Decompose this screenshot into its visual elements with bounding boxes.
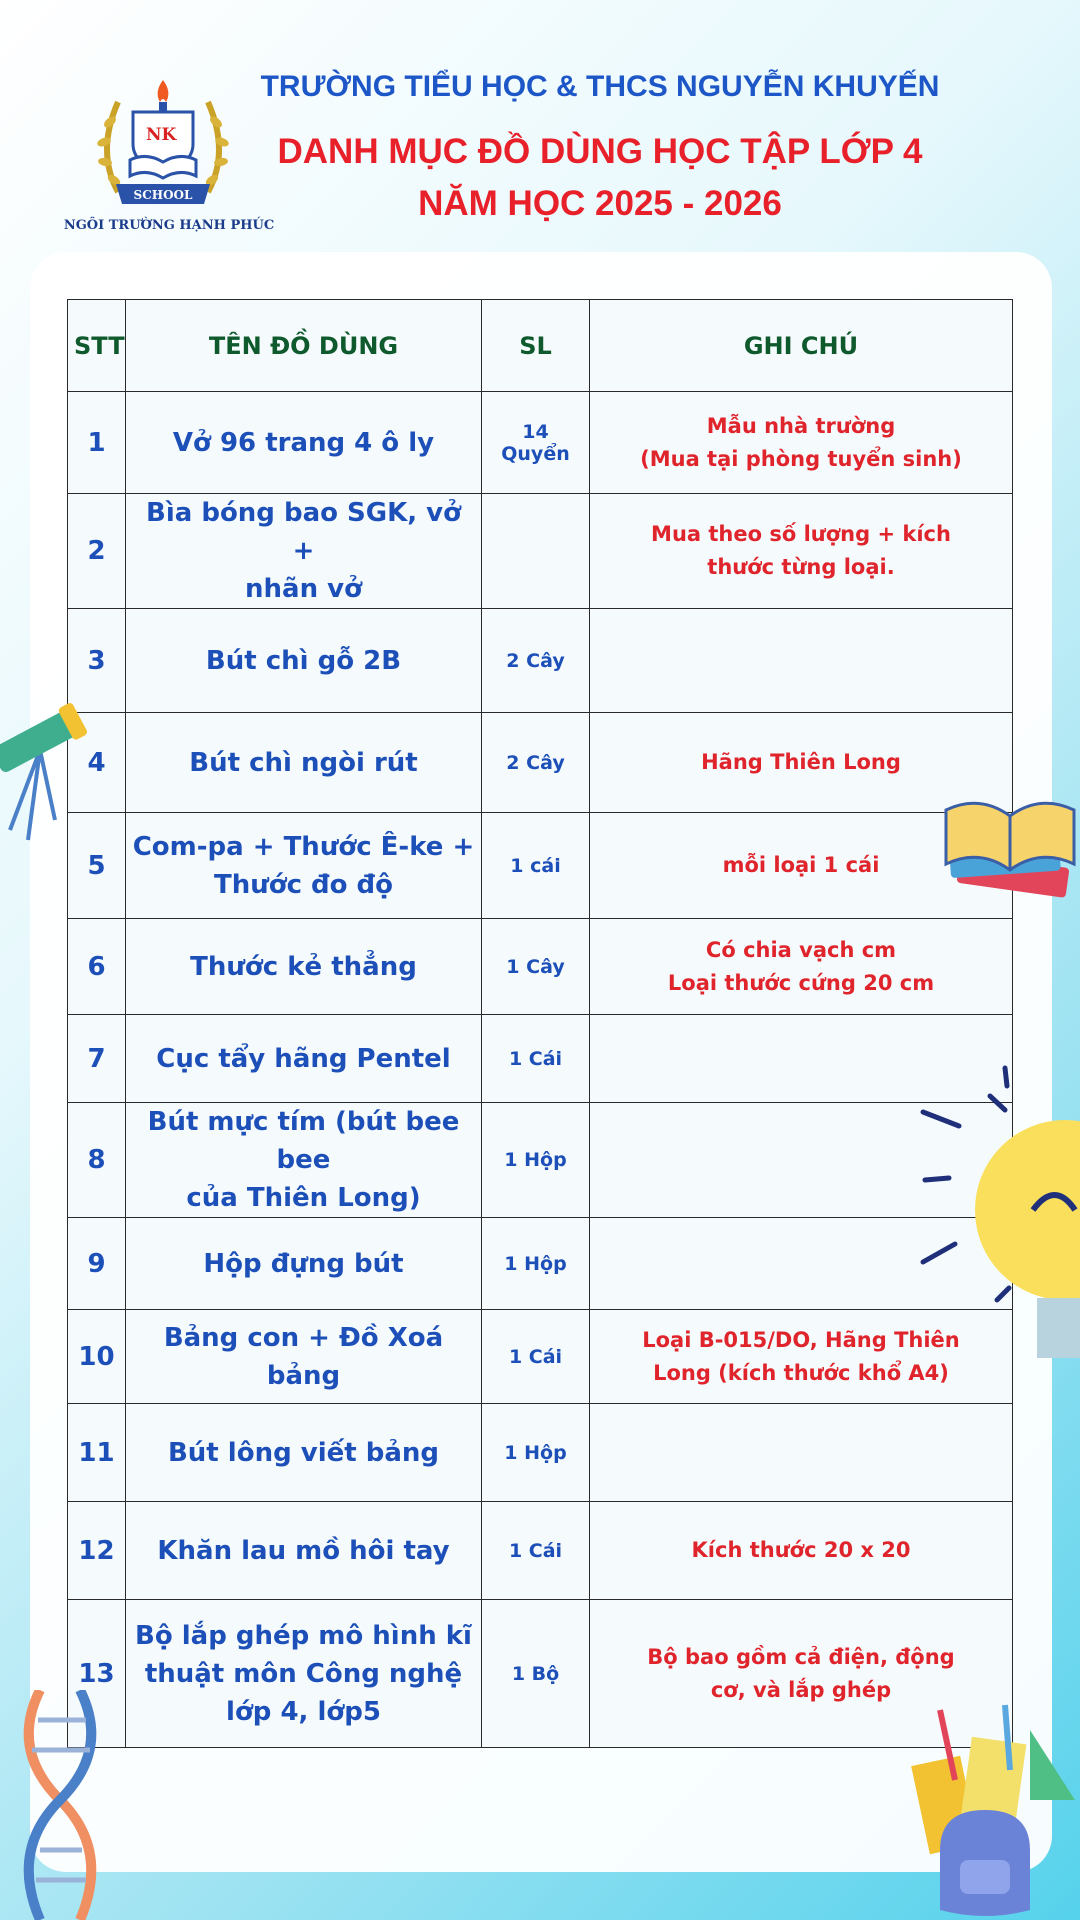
school-name: TRƯỜNG TIỂU HỌC & THCS NGUYỄN KHUYẾN — [260, 70, 940, 103]
item-name: Bảng con + Đồ Xoá bảng — [126, 1310, 482, 1404]
item-note: Hãng Thiên Long — [590, 713, 1013, 813]
item-quantity: 1 Cái — [482, 1502, 590, 1600]
school-year: NĂM HỌC 2025 - 2026 — [418, 184, 782, 223]
item-quantity: 1 Cái — [482, 1310, 590, 1404]
item-quantity: 1 Hộp — [482, 1103, 590, 1218]
telescope-icon — [0, 690, 95, 850]
header-note: GHI CHÚ — [590, 300, 1013, 392]
item-note: mỗi loại 1 cái — [590, 813, 1013, 919]
item-number: 3 — [68, 609, 126, 713]
item-name: Cục tẩy hãng Pentel — [126, 1015, 482, 1103]
item-note — [590, 1404, 1013, 1502]
item-name: Bút lông viết bảng — [126, 1404, 482, 1502]
table-row — [68, 392, 1013, 494]
item-note: Kích thước 20 x 20 — [590, 1502, 1013, 1600]
open-book-icon — [940, 790, 1080, 910]
item-name: Bút mực tím (bút bee bee của Thiên Long) — [126, 1103, 482, 1218]
page-title: DANH MỤC ĐỒ DÙNG HỌC TẬP LỚP 4 — [277, 132, 923, 171]
item-number: 13 — [68, 1600, 126, 1748]
item-note: Mua theo số lượng + kích thước từng loại. — [590, 494, 1013, 609]
item-number: 4 — [68, 713, 126, 813]
item-name: Bộ lắp ghép mô hình kĩ thuật môn Công nghệ lớp 4, lớp5 — [126, 1600, 482, 1748]
item-note: Mẫu nhà trường (Mua tại phòng tuyển sinh) — [590, 392, 1013, 494]
item-number: 5 — [68, 813, 126, 919]
item-name: Bìa bóng bao SGK, vở + nhãn vở — [126, 494, 482, 609]
item-quantity: 1 Hộp — [482, 1218, 590, 1310]
page-header — [0, 0, 1080, 250]
school-supplies-icon — [910, 1700, 1080, 1920]
table-row — [68, 494, 1013, 609]
item-quantity: 1 Bộ — [482, 1600, 590, 1748]
dna-icon — [0, 1690, 200, 1920]
header-qty: SL — [482, 300, 590, 392]
item-name: Vở 96 trang 4 ô ly — [126, 392, 482, 494]
table-row — [68, 609, 1013, 713]
item-quantity: 14 Quyển — [482, 392, 590, 494]
item-quantity: 1 Hộp — [482, 1404, 590, 1502]
table-row — [68, 713, 1013, 813]
item-number: 2 — [68, 494, 126, 609]
school-logo — [88, 72, 238, 222]
item-number: 10 — [68, 1310, 126, 1404]
logo-motto: NGÔI TRƯỜNG HẠNH PHÚC — [63, 218, 275, 233]
item-number: 9 — [68, 1218, 126, 1310]
table-row — [68, 1502, 1013, 1600]
item-quantity: 1 Cái — [482, 1015, 590, 1103]
item-name: Com-pa + Thước Ê-ke + Thước đo độ — [126, 813, 482, 919]
item-name: Bút chì ngòi rút — [126, 713, 482, 813]
item-quantity: 2 Cây — [482, 713, 590, 813]
header-name: TÊN ĐỒ DÙNG — [126, 300, 482, 392]
item-quantity: 1 Cây — [482, 919, 590, 1015]
table-row — [68, 1310, 1013, 1404]
item-quantity — [482, 494, 590, 609]
item-number: 12 — [68, 1502, 126, 1600]
table-row — [68, 1404, 1013, 1502]
header-stt: STT — [68, 300, 126, 392]
item-note: Có chia vạch cm Loại thước cứng 20 cm — [590, 919, 1013, 1015]
item-note — [590, 609, 1013, 713]
item-name: Bút chì gỗ 2B — [126, 609, 482, 713]
table-header-row — [68, 300, 1013, 392]
item-number: 6 — [68, 919, 126, 1015]
item-note: Loại B-015/DO, Hãng Thiên Long (kích thước khổ A4) — [590, 1310, 1013, 1404]
item-quantity: 1 cái — [482, 813, 590, 919]
logo-initials: NK — [146, 125, 177, 145]
lightbulb-icon — [915, 1060, 1080, 1360]
table-row — [68, 1015, 1013, 1103]
item-name: Hộp đựng bút — [126, 1218, 482, 1310]
table-row — [68, 1600, 1013, 1748]
table-row — [68, 919, 1013, 1015]
item-number: 8 — [68, 1103, 126, 1218]
item-number: 11 — [68, 1404, 126, 1502]
item-name: Khăn lau mồ hôi tay — [126, 1502, 482, 1600]
item-name: Thước kẻ thẳng — [126, 919, 482, 1015]
logo-ribbon-text: SCHOOL — [133, 188, 193, 202]
table-row — [68, 813, 1013, 919]
table-row — [68, 1103, 1013, 1218]
item-note: Bộ bao gồm cả điện, động cơ, và lắp ghép — [590, 1600, 1013, 1748]
table-row — [68, 1218, 1013, 1310]
item-number: 1 — [68, 392, 126, 494]
supplies-table — [67, 299, 1013, 1748]
item-number: 7 — [68, 1015, 126, 1103]
item-quantity: 2 Cây — [482, 609, 590, 713]
